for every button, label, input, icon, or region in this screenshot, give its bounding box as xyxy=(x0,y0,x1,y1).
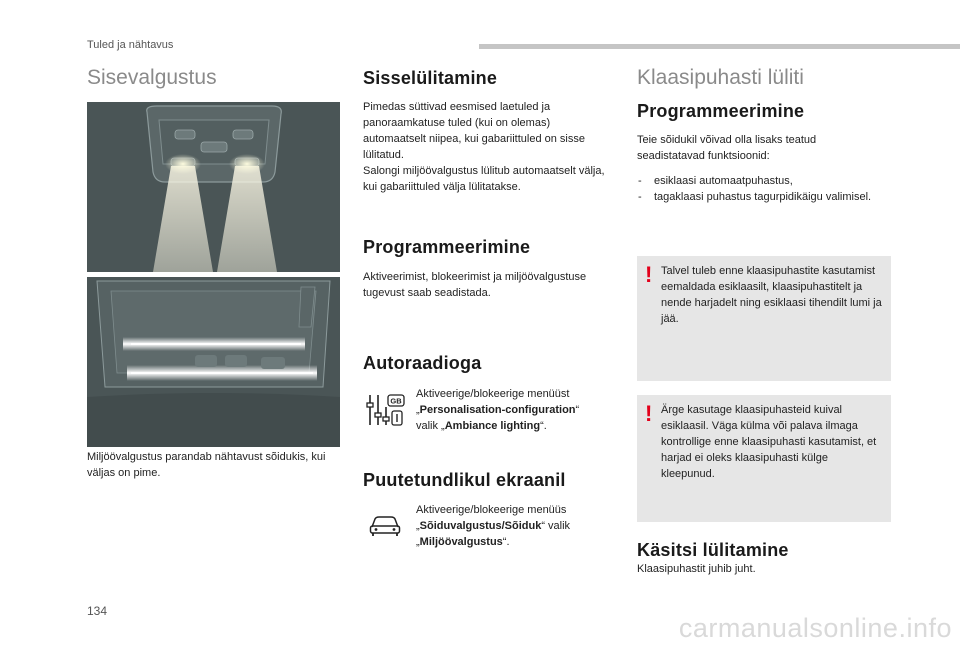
vehicle-icon xyxy=(369,515,401,537)
manual-switching-text: Klaasipuhastit juhib juht. xyxy=(637,563,756,575)
programming-text: Aktiveerimist, blokeerimist ja miljöövalgustuse tugevust saab seadistada. xyxy=(363,271,587,299)
warning-box-dry-glass xyxy=(637,395,891,522)
menu-personalisation: Personalisation-configuration xyxy=(419,404,576,416)
heading-wiper-programming: Programmeerimine xyxy=(637,101,805,121)
page-number: 134 xyxy=(87,604,108,618)
option-ambient-lighting: Miljöövalgustus xyxy=(419,536,503,548)
menu-driving-lighting: Sõiduvalgustus xyxy=(419,520,502,532)
wiper-features-list xyxy=(637,173,887,205)
heading-switching-on: Sisselülitamine xyxy=(363,68,498,88)
list-item: - esiklaasi automaatpuhastus, xyxy=(638,175,793,187)
watermark: carmanualsonline.info xyxy=(678,613,952,643)
page-title: Sisevalgustus xyxy=(87,66,217,89)
ambient-lighting-photo xyxy=(87,277,340,447)
warning-winter-text: Talvel tuleb enne klaasipuhastite kasutamist eemaldada esiklaasilt, klaasipuhastitelt ja nende harjadelt ning esiklaasi tihendilt lumi ja jää. xyxy=(661,265,882,325)
switching-on-text-2: Salongi miljöövalgustus lülitub automaatselt välja, kui gabariittuled välja lülitatakse. xyxy=(363,165,605,193)
ambient-lighting-caption: Miljöövalgustus parandab nähtavust sõidukis, kui väljas on pime. xyxy=(87,451,326,479)
menu-vehicle: Sõiduk xyxy=(504,520,542,532)
option-ambiance-lighting: Ambiance lighting xyxy=(444,420,541,432)
section-header-label: Tuled ja nähtavus xyxy=(87,39,174,51)
audio-system-instructions: Aktiveerige/blokeerige menüüst „Personalisation-configuration“ valik „Ambiance lighting“. xyxy=(416,388,580,432)
gb-badge: GB xyxy=(390,396,402,406)
warning-dry-glass-text: Ärge kasutage klaasipuhasteid kuival esiklaasil. Väga külma või palava ilmaga kontrollige enne klaasipuhasti kasutamist, et harjad ei oleks klaasipuhasti külge kleepunud. xyxy=(661,404,877,480)
warning-box-winter xyxy=(637,256,891,381)
wiper-section-title: Klaasipuhasti lüliti xyxy=(637,66,804,89)
heading-audio-system: Autoraadioga xyxy=(363,353,482,373)
switching-on-text-1: Pimedas süttivad eesmised laetuled ja panoraamkatuse tuled (kui on olemas) automaatselt niipea, kui gabariittuled on sisse lülitatud. xyxy=(363,101,585,161)
heading-touch-screen: Puutetundlikul ekraanil xyxy=(363,470,566,490)
wiper-intro-text: Teie sõidukil võivad olla lisaks teatud seadistatavad funktsioonid: xyxy=(637,134,817,162)
heading-manual-switching: Käsitsi lülitamine xyxy=(637,540,789,560)
heading-programming: Programmeerimine xyxy=(363,237,531,257)
warning-exclamation-icon: ! xyxy=(645,401,653,426)
audio-line1: Aktiveerige/blokeerige menüüst xyxy=(416,388,570,400)
warning-exclamation-icon: ! xyxy=(645,262,653,287)
front-ceiling-lights-photo xyxy=(87,102,340,272)
audio-settings-icon xyxy=(366,393,406,427)
header-bar xyxy=(479,44,960,49)
list-item: - tagaklaasi puhastus tagurpidikäigu valimisel. xyxy=(638,191,872,203)
touch-screen-instructions: Aktiveerige/blokeerige menüüs „Sõiduvalgustus/Sõiduk“ valik „Miljöövalgustus“. xyxy=(416,504,571,548)
